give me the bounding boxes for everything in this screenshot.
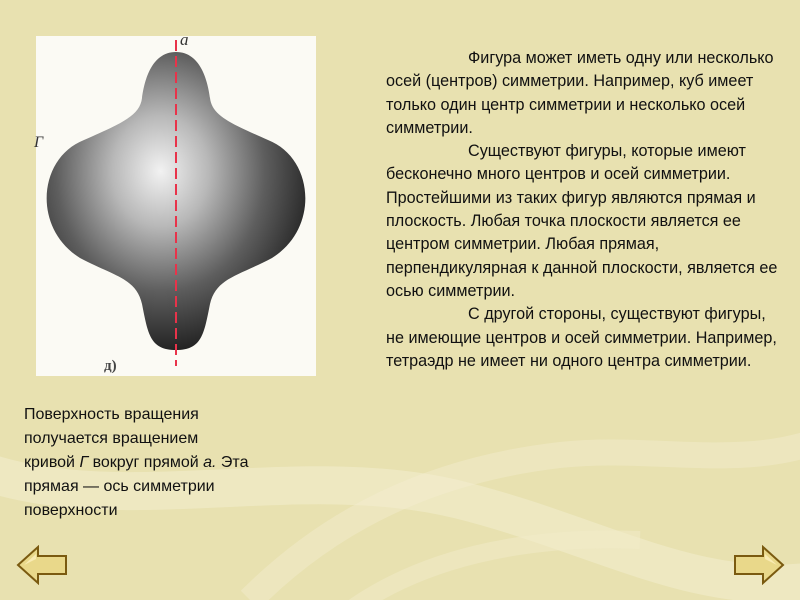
paragraph-2: Существуют фигуры, которые имеют бесконечно много центров и осей симметрии. Простейшими из таких фигур являются прямая и плоскость. Любая точка плоскости является ее центром симметрии. Любая прямая, перпендикулярная к данной плоскости, является ее осью симметрии.	[386, 142, 778, 300]
caption-line: прямая — ось симметрии	[24, 478, 215, 495]
caption-line: кривой Г вокруг прямой а. Эта	[24, 454, 249, 471]
next-slide-button[interactable]	[733, 545, 785, 585]
caption-curve-name: Г	[79, 454, 89, 471]
figure-caption	[24, 403, 324, 523]
surface-of-revolution-figure	[34, 30, 316, 376]
curve-label: Г	[34, 134, 44, 151]
previous-slide-button[interactable]	[16, 545, 68, 585]
arrow-left-icon	[16, 545, 68, 585]
paragraph-3: С другой стороны, существуют фигуры, не имеющие центров и осей симметрии. Например, тетраэдр не имеет ни одного центра симметрии.	[386, 305, 777, 370]
caption-line: получается вращением	[24, 430, 199, 447]
arrow-right-icon	[733, 545, 785, 585]
main-text	[386, 47, 786, 373]
axis-label: a	[180, 30, 189, 49]
caption-line: Поверхность вращения	[24, 406, 199, 423]
caption-axis-name: а.	[203, 454, 217, 471]
paragraph-1: Фигура может иметь одну или несколько осей (центров) симметрии. Например, куб имеет только один центр симметрии и несколько осей симметрии.	[386, 49, 774, 137]
caption-line: поверхности	[24, 502, 118, 519]
panel-label: д)	[104, 358, 117, 374]
